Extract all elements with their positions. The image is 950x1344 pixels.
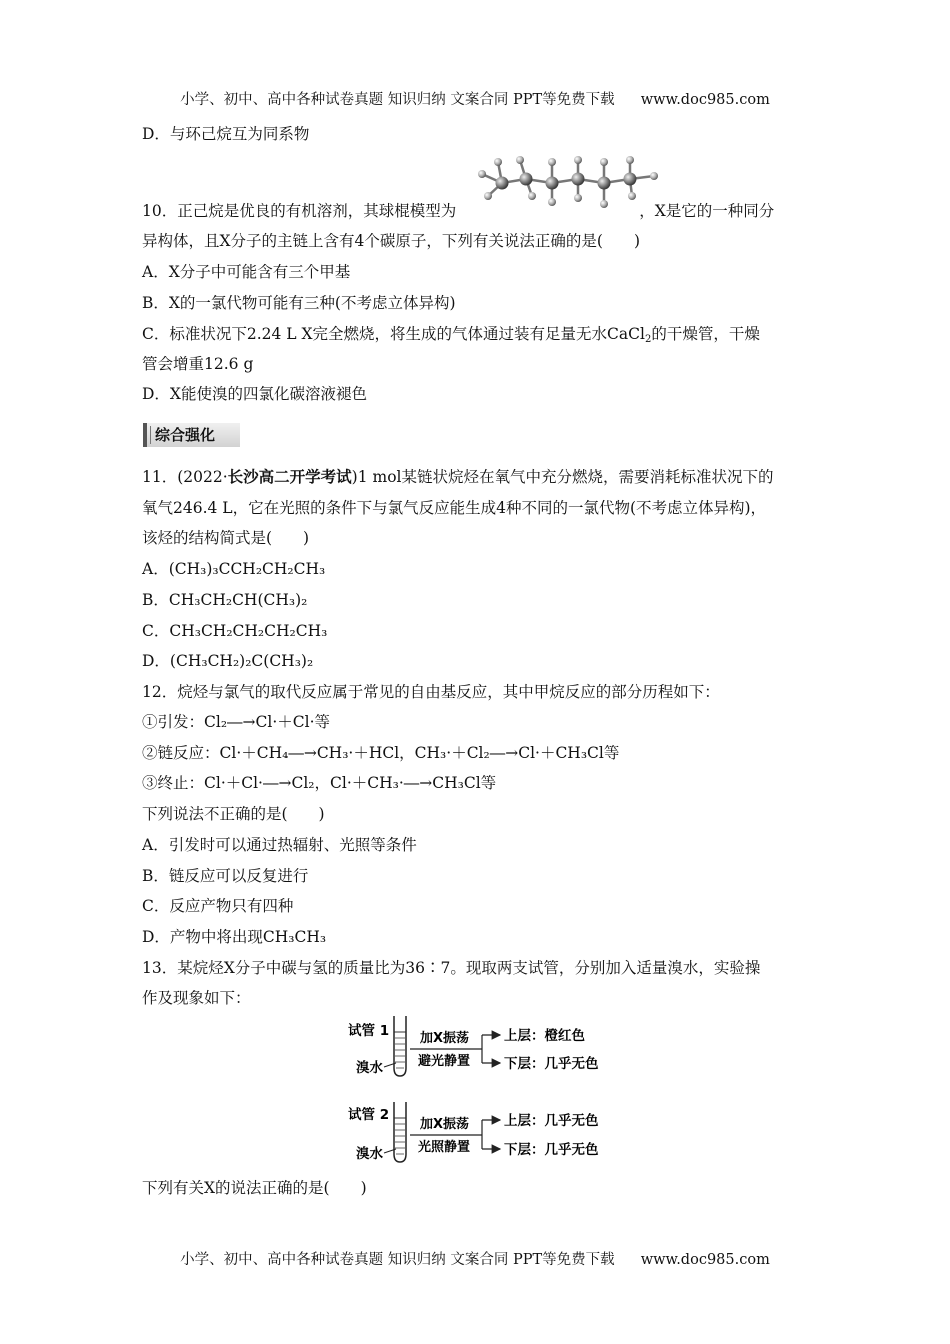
q11-option-b: B．CH₃CH₂CH(CH₃)₂ [142, 591, 308, 609]
q11-option-c: C．CH₃CH₂CH₂CH₂CH₃ [142, 622, 328, 640]
tube2-glass [394, 1102, 406, 1162]
q11-source: 长沙高二开学考试 [227, 468, 352, 486]
test-tube-1 [348, 1016, 599, 1076]
tube2-liquid [395, 1124, 405, 1154]
q10-option-c-sub: 2 [644, 334, 652, 345]
hydrogen-atom [600, 158, 608, 166]
hydrogen-atom [516, 156, 524, 164]
q11-stem-prefix: 11．(2022· [142, 468, 228, 486]
hydrogen-atom [478, 170, 486, 178]
q11-stem-line3: 该烃的结构简式是( ) [142, 529, 310, 547]
q12-stem: 12．烷烃与氯气的取代反应属于常见的自由基反应，其中甲烷反应的部分历程如下： [142, 683, 720, 701]
q10-stem-part1: 10．正己烷是优良的有机溶剂，其球棍模型为 [142, 202, 457, 220]
carbon-atom [598, 177, 611, 190]
q13-ask: 下列有关X的说法正确的是( ) [142, 1179, 367, 1197]
tube1-upper-result: 上层：橙红色 [504, 1028, 585, 1044]
tube1-condition2: 避光静置 [418, 1054, 471, 1069]
page-header [0, 88, 950, 109]
q10-stem-line2: 异构体，且X分子的主链上含有4个碳原子，下列有关说法正确的是( ) [142, 232, 640, 250]
hydrogen-atom [650, 172, 658, 180]
footer-text: 小学、初中、高中各种试卷真题 知识归纳 文案合同 PPT等免费下载 [180, 1252, 615, 1268]
q12-step3: ③终止：Cl·＋Cl·―→Cl₂，Cl·＋CH₃·―→CH₃Cl等 [142, 774, 497, 792]
carbon-atom [520, 173, 533, 186]
q10-option-c-part1: C．标准状况下2.24 L X完全燃烧，将生成的气体通过装有足量无水CaCl [142, 325, 645, 343]
q12-option-c: C．反应产物只有四种 [142, 897, 294, 915]
q12-option-b: B．链反应可以反复进行 [142, 867, 309, 885]
q10-stem-part2: ，X是它的一种同分 [639, 202, 775, 220]
footer-site[interactable]: www.doc985.com [640, 1252, 770, 1268]
test-tube-2 [348, 1102, 599, 1162]
tube2-liquid-label: 溴水 [356, 1146, 383, 1162]
hydrogen-atom [574, 156, 582, 164]
hydrogen-atom [484, 192, 492, 200]
tube1-liquid [395, 1038, 405, 1068]
q12-step2: ②链反应：Cl·＋CH₄―→CH₃·＋HCl，CH₃·＋Cl₂―→Cl·＋CH₃Cl等 [142, 744, 620, 762]
section-title: 综合强化 [143, 423, 240, 447]
q11-stem-line2: 氧气246.4 L，它在光照的条件下与氯气反应能生成4种不同的一氯代物(不考虑立体异构)， [142, 499, 767, 517]
tube2-condition2: 光照静置 [418, 1140, 471, 1155]
q10-option-a: A．X分子中可能含有三个甲基 [142, 263, 351, 281]
q10-option-c-line2: 管会增重12.6 g [142, 355, 254, 373]
hydrogen-atom [626, 156, 634, 164]
tube1-liquid-label: 溴水 [356, 1060, 383, 1076]
page-footer [0, 1248, 950, 1269]
q11-option-d: D．(CH₃CH₂)₂C(CH₃)₂ [142, 652, 314, 670]
carbon-atom [496, 177, 509, 190]
q10-option-c-line1 [142, 324, 760, 344]
header-text: 小学、初中、高中各种试卷真题 知识归纳 文案合同 PPT等免费下载 [180, 92, 615, 108]
q11-stem-line1 [142, 467, 774, 487]
tube2-condition1: 加X振荡 [420, 1117, 470, 1132]
experiment-diagram [336, 1014, 626, 1174]
hydrogen-atom [628, 192, 636, 200]
q10-stem-line1 [142, 201, 774, 221]
q10-option-b: B．X的一氯代物可能有三种(不考虑立体异构) [142, 294, 456, 312]
q11-stem-suffix: )1 mol某链状烷烃在氧气中充分燃烧，需要消耗标准状况下的 [351, 468, 774, 486]
tube1-lower-result: 下层：几乎无色 [504, 1056, 599, 1072]
tube1-label: 试管 1 [348, 1023, 390, 1039]
q12-ask: 下列说法不正确的是( ) [142, 805, 325, 823]
q12-step1: ①引发：Cl₂―→Cl·＋Cl·等 [142, 713, 331, 731]
q12-option-d: D．产物中将出现CH₃CH₃ [142, 928, 327, 946]
tube2-lower-result: 下层：几乎无色 [504, 1142, 599, 1158]
q13-stem-line2: 作及现象如下： [142, 989, 251, 1007]
hydrogen-atom [494, 158, 502, 166]
q10-option-c-part2: 的干燥管，干燥 [651, 325, 760, 343]
header-site[interactable]: www.doc985.com [640, 92, 770, 108]
hydrogen-atom [528, 192, 536, 200]
tube2-upper-result: 上层：几乎无色 [504, 1113, 599, 1129]
tube1-condition1: 加X振荡 [420, 1031, 470, 1046]
carbon-atom [572, 173, 585, 186]
carbon-atom [624, 173, 637, 186]
tube2-label: 试管 2 [348, 1107, 390, 1123]
carbon-atom [546, 177, 559, 190]
q10-option-d: D．X能使溴的四氯化碳溶液褪色 [142, 385, 367, 403]
q12-option-a: A．引发时可以通过热辐射、光照等条件 [142, 836, 417, 854]
q9-option-d: D．与环己烷互为同系物 [142, 125, 310, 143]
tube1-glass [394, 1016, 406, 1076]
q11-option-a: A．(CH₃)₃CCH₂CH₂CH₃ [142, 560, 326, 578]
q13-stem-line1: 13．某烷烃X分子中碳与氢的质量比为36∶7。现取两支试管，分别加入适量溴水，实验操 [142, 959, 761, 977]
hydrogen-atom [548, 158, 556, 166]
